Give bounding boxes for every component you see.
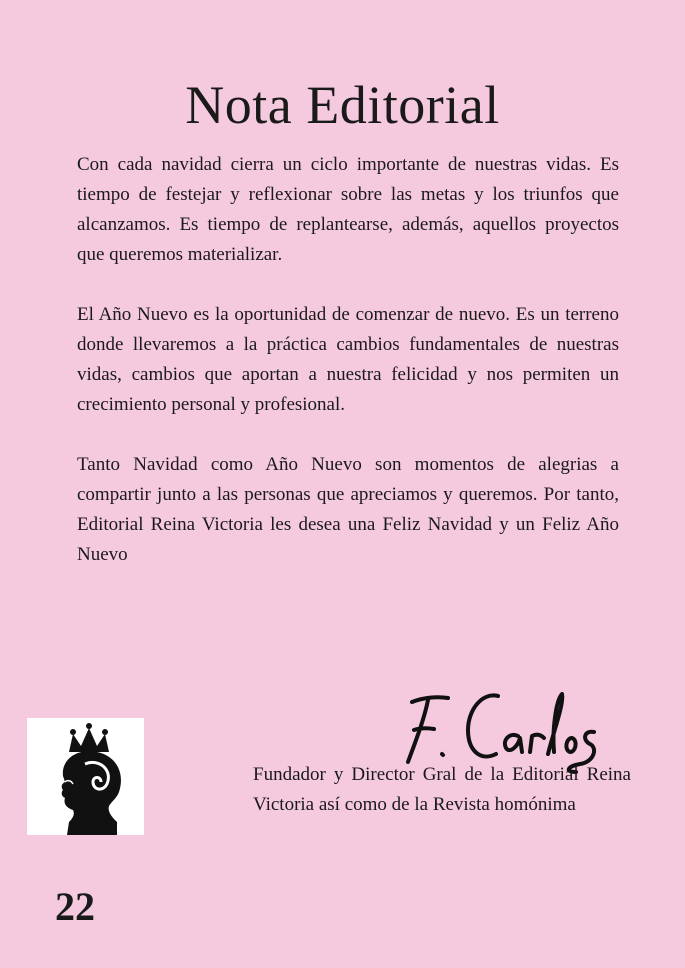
editorial-body [77,150,619,600]
page-title: Nota Editorial [185,75,500,135]
paragraph: Con cada navidad cierra un ciclo importante de nuestras vidas. Es tiempo de festejar y reflexionar sobre las metas y los triunfos que alcanzamos. Es tiempo de replantearse, además, aquellos proyectos que queremos materializar. [77,154,619,265]
paragraph: Tanto Navidad como Año Nuevo son momentos de alegrias a compartir junto a las personas que apreciamos y queremos. Por tanto, Editorial Reina Victoria les desea una Feliz Navidad y un Feliz Año Nuevo [77,454,619,565]
signature-caption: Fundador y Director Gral de la Editorial Reina Victoria así como de la Revista homónima [253,764,631,815]
page-number: 22 [55,884,95,929]
paragraph: El Año Nuevo es la oportunidad de comenzar de nuevo. Es un terreno donde llevaremos a la práctica cambios fundamentales de nuestras vidas, cambios que aportan a nuestra felicidad y nos permiten un crecimiento personal y profesional. [77,304,619,415]
queen-silhouette-icon [27,718,144,835]
